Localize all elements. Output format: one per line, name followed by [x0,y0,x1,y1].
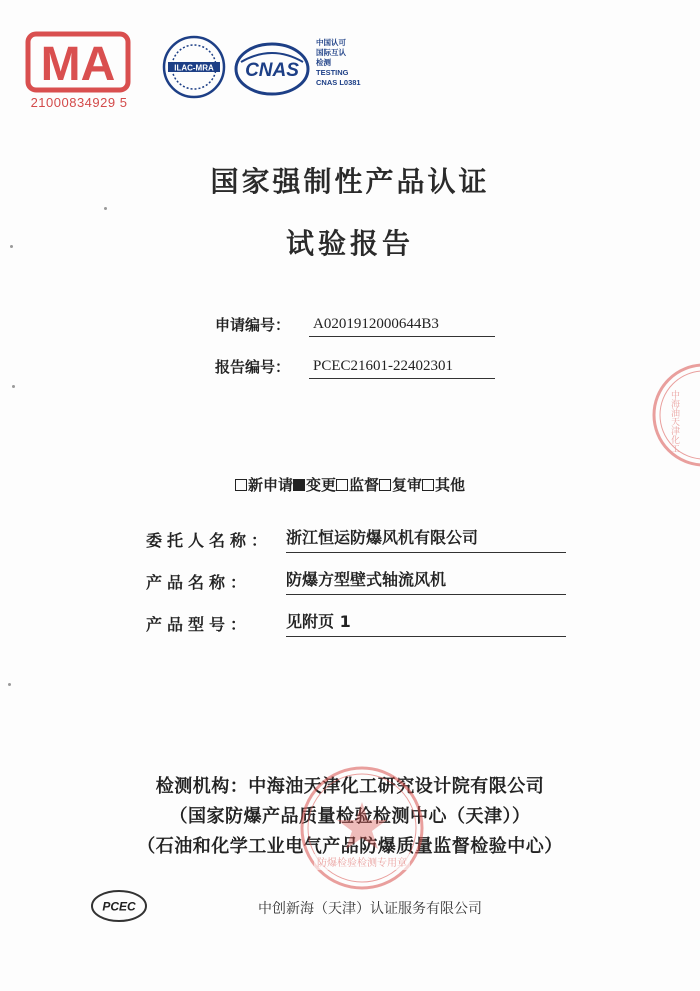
product-model-label: 产品型号： [146,615,252,634]
product-name-value: 防爆方型壁式轴流风机 [286,566,566,595]
option-new-application: 新申请 [235,476,293,494]
application-type-options [0,474,700,495]
client-name-label: 委托人名称： [146,531,273,550]
product-name-label: 产品名称： [146,573,252,592]
unchecked-box-icon [336,479,348,491]
document-subtitle: 试验报告 [285,227,414,260]
option-other: 其他 [422,476,465,494]
product-model-value: 见附页 1 [286,608,566,637]
option-review: 复审 [379,476,422,494]
svg-text:防爆检验检测专用章: 防爆检验检测专用章 [317,858,407,869]
certification-company: 中创新海（天津）认证服务有限公司 [258,901,482,917]
svg-text:中海油天津化工: 中海油天津化工 [669,390,679,453]
scan-speck [12,385,15,388]
pcec-logo-icon [90,888,148,924]
svg-text:ILAC-MRA: ILAC-MRA [174,63,214,73]
option-change: 变更 [293,476,336,494]
scan-speck [10,245,13,248]
unchecked-box-icon [422,479,434,491]
report-number-value: PCEC21601-22402301 [309,354,495,379]
official-seal-icon [296,762,428,894]
ma-certificate-number: 21000834929 5 [30,95,128,110]
client-name-value: 浙江恒运防爆风机有限公司 [286,524,566,553]
cnas-logo-icon [233,40,311,98]
svg-text:CNAS: CNAS [245,60,299,81]
application-number-label: 申请编号： [215,316,291,334]
report-number-label: 报告编号： [215,358,291,376]
supervision-center-name: （石油和化学工业电气产品防爆质量监督检验中心） [137,836,563,857]
document-title: 国家强制性产品认证 [210,165,490,198]
unchecked-box-icon [235,479,247,491]
application-number-value: A0201912000644B3 [309,312,495,337]
ilac-mra-logo-icon [158,32,230,102]
option-supervision: 监督 [336,476,379,494]
edge-seal-icon [646,360,700,470]
svg-text:PCEC: PCEC [102,899,136,914]
scan-speck [8,683,11,686]
cnas-accreditation-text: 中国认可 国际互认 检测 TESTING CNAS L0381 [316,38,361,87]
svg-text:MA: MA [40,38,116,91]
national-center-name: （国家防爆产品质量检验检测中心（天津）） [169,806,531,827]
unchecked-box-icon [379,479,391,491]
testing-organization: 检测机构：中海油天津化工研究设计院有限公司 [155,776,545,797]
checked-box-icon [293,479,305,491]
scan-speck [104,207,107,210]
